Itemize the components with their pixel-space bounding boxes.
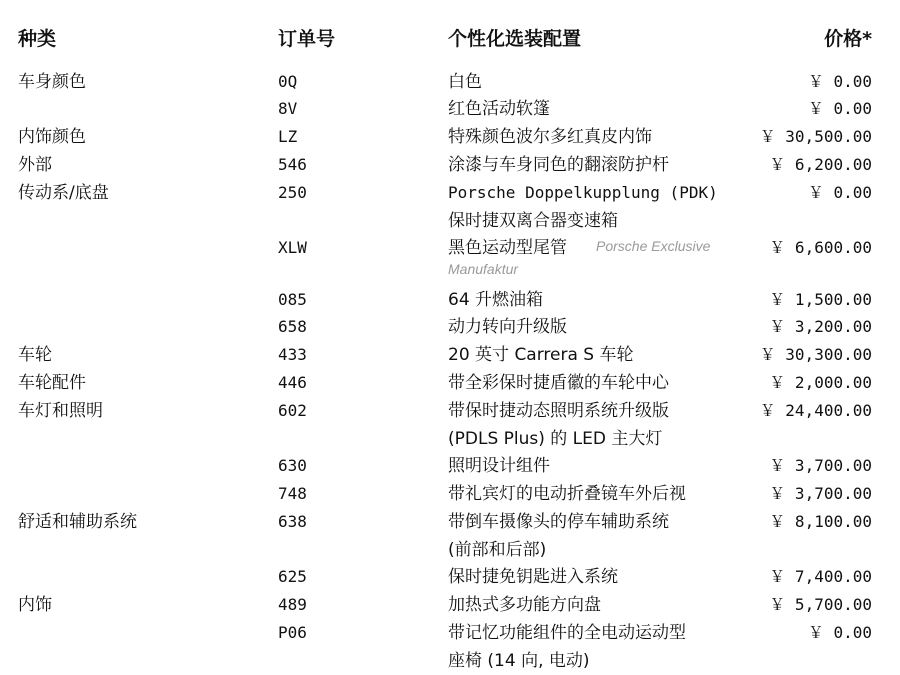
row-option-text: 涂漆与车身同色的翻滚防护杆 <box>448 155 669 175</box>
row-option-text: 带保时捷动态照明系统升级版 <box>448 401 669 421</box>
row-option-text: 带倒车摄像头的停车辅助系统 <box>448 512 669 532</box>
row-price: ￥ 8,100.00 <box>769 512 872 531</box>
row-option-text: 特殊颜色波尔多红真皮内饰 <box>448 127 652 147</box>
row-price: ￥ 2,000.00 <box>769 373 872 392</box>
row-option-text: (PDLS Plus) 的 LED 主大灯 <box>448 429 663 449</box>
row-price: ￥ 30,500.00 <box>759 127 872 146</box>
row-order-code: 638 <box>278 512 307 531</box>
header-price: 价格* <box>824 28 872 50</box>
row-order-code: 085 <box>278 290 307 309</box>
row-option-text: 白色 <box>448 72 482 92</box>
row-option-text: 红色活动软篷 <box>448 99 550 119</box>
row-order-code: 0Q <box>278 72 298 91</box>
row-option-brand: Manufaktur <box>448 261 519 277</box>
row-price: ￥ 3,700.00 <box>769 456 872 475</box>
row-option-text: 保时捷免钥匙进入系统 <box>448 567 618 587</box>
row-price: ￥ 30,300.00 <box>759 345 872 364</box>
row-category: 内饰 <box>18 595 52 615</box>
row-option-text: 带礼宾灯的电动折叠镜车外后视 <box>448 484 686 504</box>
row-order-code: 250 <box>278 183 307 202</box>
row-option-text: 带全彩保时捷盾徽的车轮中心 <box>448 373 669 393</box>
row-category: 车灯和照明 <box>18 401 103 421</box>
row-option-text: 加热式多功能方向盘 <box>448 595 601 615</box>
row-option-text: 带记忆功能组件的全电动运动型 <box>448 623 686 643</box>
row-order-code: 630 <box>278 456 307 475</box>
row-category: 舒适和辅助系统 <box>18 512 137 532</box>
row-option-text: 黑色运动型尾管 <box>448 238 567 258</box>
row-order-code: 8V <box>278 99 298 118</box>
row-price: ￥ 3,700.00 <box>769 484 872 503</box>
row-order-code: LZ <box>278 127 298 146</box>
row-order-code: 602 <box>278 401 307 420</box>
row-category: 车身颜色 <box>18 72 86 92</box>
header-category: 种类 <box>18 28 57 50</box>
header-option: 个性化选装配置 <box>448 28 582 50</box>
header-order-no: 订单号 <box>278 28 336 50</box>
row-price: ￥ 0.00 <box>807 623 872 642</box>
row-order-code: 658 <box>278 317 307 336</box>
row-order-code: 489 <box>278 595 307 614</box>
row-option-text: 20 英寸 Carrera S 车轮 <box>448 345 634 365</box>
row-price: ￥ 0.00 <box>807 183 872 202</box>
row-price: ￥ 6,200.00 <box>769 155 872 174</box>
row-option-text: Porsche Doppelkupplung (PDK) <box>448 183 718 202</box>
row-category: 外部 <box>18 155 52 175</box>
row-category: 车轮配件 <box>18 373 86 393</box>
row-order-code: P06 <box>278 623 307 642</box>
row-order-code: 446 <box>278 373 307 392</box>
row-option-text: 保时捷双离合器变速箱 <box>448 211 618 231</box>
row-option-text: 动力转向升级版 <box>448 317 567 337</box>
row-price: ￥ 1,500.00 <box>769 290 872 309</box>
row-price: ￥ 0.00 <box>807 99 872 118</box>
row-option-brand: Porsche Exclusive <box>596 238 711 254</box>
row-order-code: 433 <box>278 345 307 364</box>
row-price: ￥ 3,200.00 <box>769 317 872 336</box>
row-option-text: 座椅 (14 向, 电动) <box>448 651 590 671</box>
row-order-code: XLW <box>278 238 307 257</box>
row-category: 传动系/底盘 <box>18 183 109 203</box>
row-price: ￥ 5,700.00 <box>769 595 872 614</box>
row-option-text: 照明设计组件 <box>448 456 550 476</box>
row-price: ￥ 7,400.00 <box>769 567 872 586</box>
row-price: ￥ 24,400.00 <box>759 401 872 420</box>
row-category: 内饰颜色 <box>18 127 86 147</box>
row-option-text: (前部和后部) <box>448 540 547 560</box>
row-order-code: 546 <box>278 155 307 174</box>
row-price: ￥ 0.00 <box>807 72 872 91</box>
row-order-code: 625 <box>278 567 307 586</box>
row-option-text: 64 升燃油箱 <box>448 290 544 310</box>
row-price: ￥ 6,600.00 <box>769 238 872 257</box>
row-order-code: 748 <box>278 484 307 503</box>
row-category: 车轮 <box>18 345 52 365</box>
